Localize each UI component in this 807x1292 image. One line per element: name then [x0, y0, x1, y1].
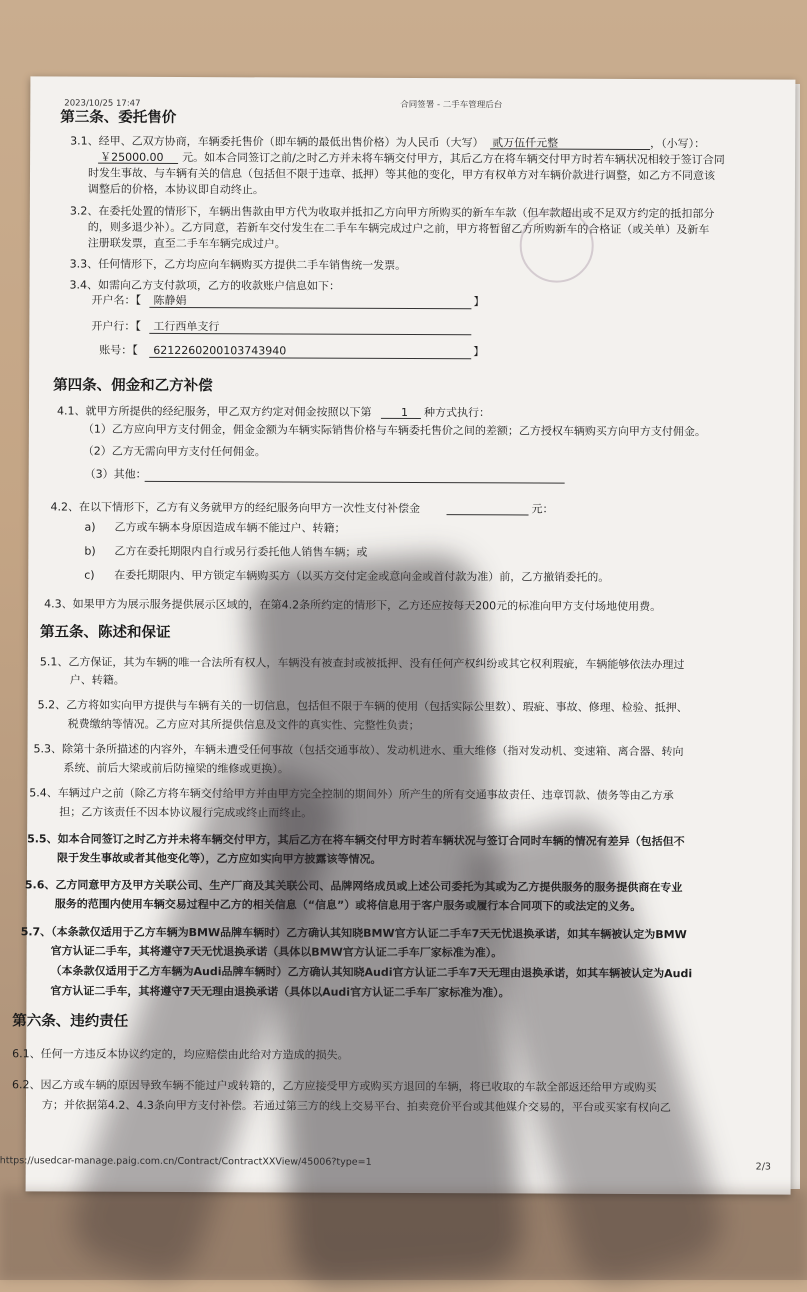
- s6-p2-line2: 方；并依据第4.2、4.3条向甲方支付补偿。若通过第三方的线上交易平台、拍卖竞价平台或其他媒介交易的，平台或买家有权向乙: [41, 1098, 671, 1115]
- s3-p2-line2: 的，则多退少补）。乙方同意，若新车交付发生在二手车车辆完成过户之前，甲方将暂留乙方所购新车的合格证（或关单）及新车: [87, 220, 710, 237]
- s4-p1-number: 1: [400, 405, 409, 419]
- s4-p2a: 4.2、在以下情形下，乙方有义务就甲方的经纪服务向甲方一次性支付补偿金: [50, 500, 421, 516]
- s6-p2-line1: 6.2、因乙方或车辆的原因导致车辆不能过户或转籍的，乙方应接受甲方或购买方退回的车辆，将已收取的车款全部返还给甲方或购买: [12, 1078, 657, 1095]
- s4-opt3-underline: [145, 481, 565, 484]
- s4-b-text: 乙方在委托期限内自行或另行委托他人销售车辆；或: [114, 544, 368, 559]
- s6-p1: 6.1、任何一方违反本协议约定的，均应赔偿由此给对方造成的损失。: [12, 1047, 349, 1062]
- acct-no-underline: [149, 357, 471, 359]
- s4-a-label: a): [84, 520, 96, 534]
- s4-p2b: 元：: [531, 502, 554, 516]
- s4-opt1: （1）乙方应向甲方支付佣金，佣金金额为车辆实际销售价格与车辆委托售价之间的差额；乙方授权车辆购买方向甲方支付佣金。: [82, 422, 706, 439]
- acct-no-label: 账号：【: [99, 343, 138, 357]
- faint-stamp: [520, 208, 594, 282]
- s5-p4-line1: 5.4、车辆过户之前（除乙方将车辆交付给甲方并由甲方完全控制的期间外）所产生的所有交通事故责任、违章罚款、债务等由乙方承: [29, 786, 674, 803]
- s4-p1b: 种方式执行：: [423, 406, 491, 420]
- acct-name-label: 开户名：【: [91, 293, 141, 307]
- acct-name-close: 】: [473, 295, 485, 309]
- s4-a-text: 乙方或车辆本身原因造成车辆不能过户、转籍；: [114, 520, 346, 535]
- s4-c-label: c): [84, 568, 95, 582]
- s4-p1a: 4.1、就甲方所提供的经纪服务，甲乙双方约定对佣金按照以下第: [56, 404, 372, 419]
- section-3-heading: 第三条、委托售价: [60, 109, 177, 126]
- s5-p3-line2: 系统、前后大梁或前后防撞梁的维修或更换）。: [63, 761, 289, 776]
- s4-opt3: （3）其他：: [84, 467, 147, 481]
- s5-p5-line2: 限于发生事故或者其他变化等），乙方应如实向甲方披露该等情况。: [56, 851, 382, 866]
- s4-p2-underline: [447, 514, 529, 515]
- s3-p1-line2: 元。如本合同签订之前/之时乙方并未将车辆交付甲方，其后乙方在将车辆交付甲方时若车辆状况相较于签订合同: [182, 150, 725, 167]
- s3-p1-line3: 时发生事故、与车辆有关的信息（包括但不限于违章、抵押）等其他的变化，甲方有权单方对车辆价款进行调整，如乙方不同意该: [87, 166, 716, 183]
- s5-p3-line1: 5.3、除第十条所描述的内容外，车辆未遭受任何事故（包括交通事故）、发动机进水、重大维修（指对发动机、变速箱、离合器、转向: [33, 742, 684, 759]
- section-5-heading: 第五条、陈述和保证: [39, 624, 171, 641]
- acct-no-close: 】: [473, 345, 485, 359]
- s3-p1-line1b: ，（小写）：: [650, 137, 706, 151]
- s5-p7-line2: 官方认证二手车，其将遵守7天无忧退换承诺（具体以BMW官方认证二手车厂家标准为准）。: [50, 944, 503, 960]
- s3-p3: 3.3、任何情形下，乙方均应向车辆购买方提供二手车销售统一发票。: [69, 257, 407, 272]
- s5-p7-line1: 5.7、（本条款仅适用于乙方车辆为BMW品牌车辆时）乙方确认其知晓BMW官方认证二手车7天无忧退换承诺，如其车辆被认定为BMW: [20, 925, 687, 942]
- s4-opt2: （2）乙方无需向甲方支付任何佣金。: [82, 444, 266, 459]
- s5-p6-line2: 服务的范围内使用车辆交易过程中乙方的相关信息（“信息”）或将信息用于客户服务或履行本合同项下的或法定的义务。: [54, 897, 642, 914]
- s5-p2-line1: 5.2、乙方将如实向甲方提供与车辆有关的一切信息，包括但不限于车辆的使用（包括实际公里数）、瑕疵、事故、修理、检验、抵押、: [37, 698, 688, 715]
- acct-bank-label: 开户行：【: [91, 319, 141, 333]
- s3-p1-amount-words: 贰万伍仟元整: [492, 136, 559, 150]
- s5-p4-line2: 担；乙方该责任不因本协议履行完成或终止而终止。: [59, 805, 313, 820]
- acct-bank-underline: [149, 333, 471, 335]
- s3-p1-line4: 调整后的价格，本协议即自动终止。: [87, 182, 264, 197]
- s5-p6-line1: 5.6、乙方同意甲方及甲方关联公司、生产厂商及其关联公司、品牌网络成员或上述公司委托为其或为乙方提供服务的服务提供商在专业: [24, 878, 683, 895]
- s3-p2-line1: 3.2、在委托处置的情形下，车辆出售款由甲方代为收取并抵扣乙方向甲方所购买的新车车款（但车款超出或不足双方约定的抵扣部分: [69, 204, 715, 221]
- print-datetime: 2023/10/25 17:47: [64, 98, 141, 109]
- print-title: 合同签署 - 二手车管理后台: [400, 99, 503, 111]
- acct-no-value: 6212260200103743940: [153, 343, 287, 358]
- table-bottom-shade: [0, 1190, 807, 1280]
- s3-p2-line3: 注册联发票，直至二手车车辆完成过户。: [87, 236, 286, 251]
- s5-p2-line2: 税费缴纳等情况。乙方应对其所提供信息及文件的真实性、完整性负责；: [67, 717, 420, 733]
- s5-p1-line1: 5.1、乙方保证，其为车辆的唯一合法所有权人，车辆没有被查封或被抵押、没有任何产权纠纷或其它权利瑕疵，车辆能够依法办理过: [39, 655, 685, 672]
- s5-p5-line1: 5.5、如本合同签订之时乙方并未将车辆交付甲方，其后乙方在将车辆交付甲方时若车辆状况与签订合同时车辆的情况有差异（包括但不: [27, 832, 685, 849]
- s4-c-text: 在委托期限内、甲方锁定车辆购买方（以买方交付定金或意向金或首付款为准）前，乙方撤销委托的。: [114, 568, 610, 584]
- acct-name-underline: [149, 307, 471, 309]
- print-url: https://usedcar-manage.paig.com.cn/Contract/ContractXXView/45006?type=1: [0, 1155, 372, 1168]
- s5-p7-line4: 官方认证二手车，其将遵守7天无理由退换承诺（具体以Audi官方认证二手车厂家标准为准）。: [50, 984, 510, 1000]
- s4-b-label: b): [84, 544, 96, 558]
- s4-p3: 4.3、如果甲方为展示服务提供展示区域的，在第4.2条所约定的情形下，乙方还应按每天200元的标准向甲方支付场地使用费。: [44, 597, 662, 614]
- s3-p1-amount-number: ￥25000.00: [100, 150, 164, 164]
- s4-p1-underline: [381, 418, 421, 419]
- page-number: 2/3: [755, 1161, 772, 1173]
- section-4-heading: 第四条、佣金和乙方补偿: [53, 377, 213, 395]
- s3-p1-line1a: 3.1、经甲、乙双方协商，车辆委托售价（即车辆的最低出售价格）为人民币（大写）: [70, 134, 484, 150]
- s3-p4: 3.4、如需向乙方支付款项，乙方的收款账户信息如下：: [69, 278, 341, 293]
- s5-p7-line3: （本条款仅适用于乙方车辆为Audi品牌车辆时）乙方确认其知晓Audi官方认证二手车7天无理由退换承诺，如其车辆被认定为Audi: [50, 964, 693, 981]
- acct-name-value: 陈静娟: [153, 293, 187, 308]
- section-6-heading: 第六条、违约责任: [12, 1013, 129, 1030]
- s5-p1-line2: 户、转籍。: [69, 673, 125, 687]
- acct-bank-value: 工行西单支行: [153, 319, 220, 334]
